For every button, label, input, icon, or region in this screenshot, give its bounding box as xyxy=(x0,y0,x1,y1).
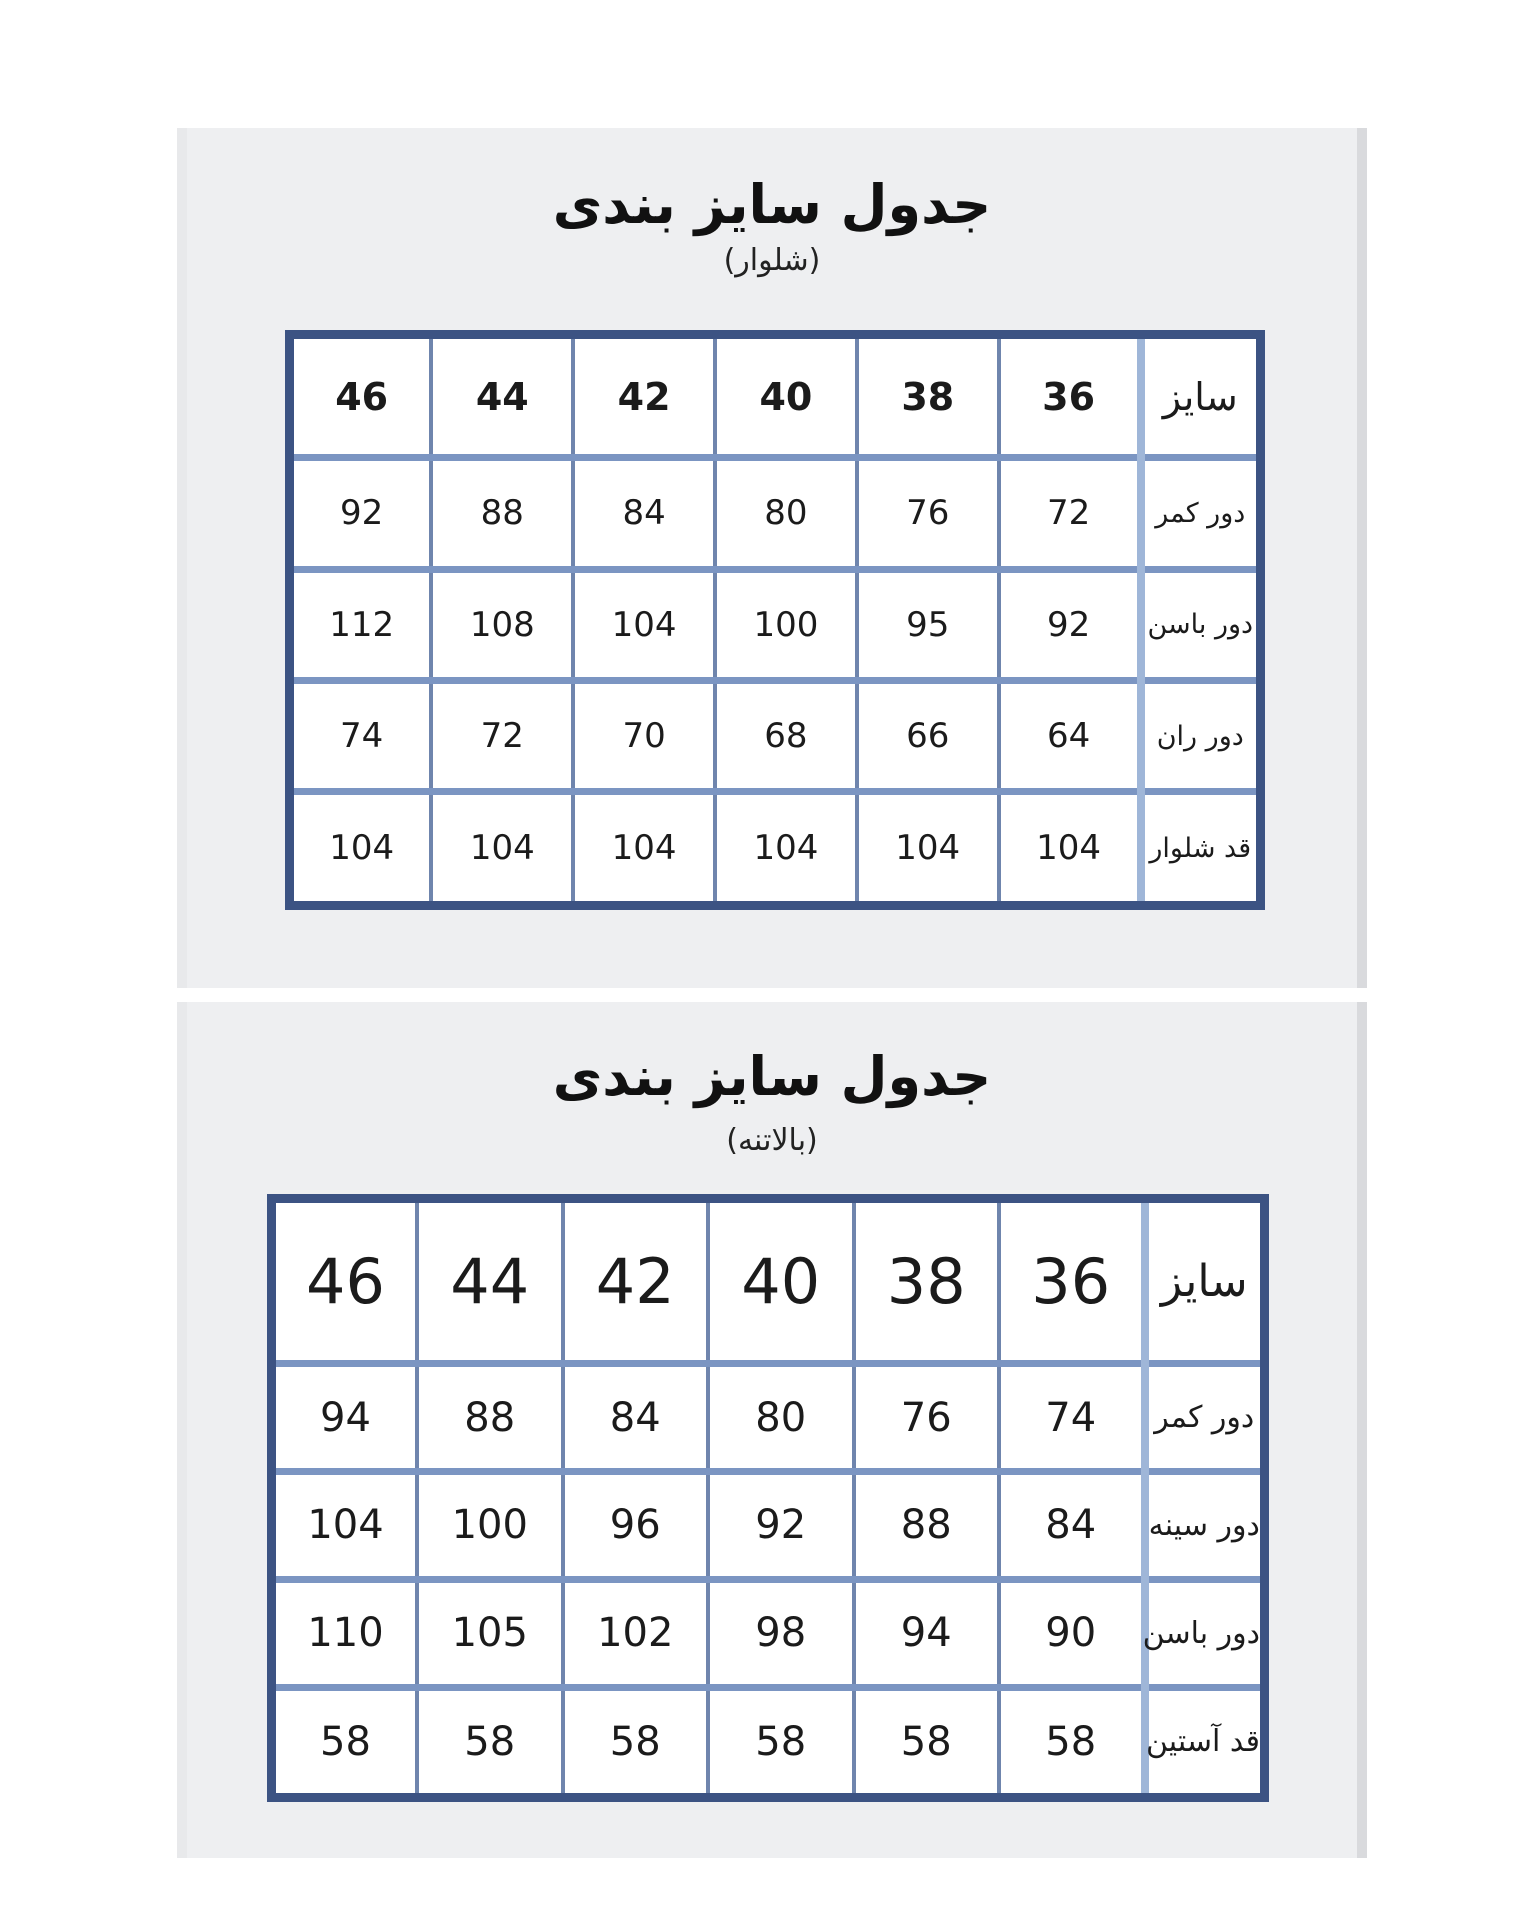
size-header-cell: 46 xyxy=(272,1199,418,1364)
table-cell: 58 xyxy=(999,1687,1145,1797)
table-cell: 104 xyxy=(999,792,1141,906)
size-header-cell: 40 xyxy=(708,1199,854,1364)
table-row xyxy=(272,1579,1265,1687)
chart-title: جدول سایز بندی xyxy=(552,173,992,236)
table-cell: 80 xyxy=(715,458,857,569)
size-header-cell: 44 xyxy=(417,1199,563,1364)
chart-subtitle: (شلوار) xyxy=(723,243,821,278)
measurement-label-cell: دور باسن xyxy=(1145,1579,1265,1687)
table-cell: 68 xyxy=(715,680,857,791)
table-cell: 84 xyxy=(573,458,715,569)
table-row xyxy=(290,335,1261,458)
table-cell: 108 xyxy=(431,569,573,680)
table-row xyxy=(272,1687,1265,1797)
size-header-cell: 38 xyxy=(857,335,999,458)
table-cell: 104 xyxy=(857,792,999,906)
table-cell: 70 xyxy=(573,680,715,791)
table-row xyxy=(272,1199,1265,1364)
table-cell: 74 xyxy=(290,680,432,791)
table-cell: 92 xyxy=(999,569,1141,680)
size-header-cell: 42 xyxy=(563,1199,709,1364)
chart-subtitle: (بالاتنه) xyxy=(726,1123,818,1158)
measurement-label-cell: دور کمر xyxy=(1141,458,1261,569)
table-cell: 94 xyxy=(272,1364,418,1472)
table-cell: 105 xyxy=(417,1579,563,1687)
table-cell: 104 xyxy=(272,1471,418,1579)
size-header-cell: 44 xyxy=(431,335,573,458)
table-cell: 94 xyxy=(854,1579,1000,1687)
table-cell: 74 xyxy=(999,1364,1145,1472)
table-cell: 102 xyxy=(563,1579,709,1687)
size-table-frame xyxy=(285,330,1265,910)
table-cell: 104 xyxy=(290,792,432,906)
pants-size-table xyxy=(285,330,1265,910)
table-cell: 110 xyxy=(272,1579,418,1687)
pants-size-chart-card xyxy=(177,128,1367,988)
measurement-label-cell: دور سینه xyxy=(1145,1471,1265,1579)
size-table-frame xyxy=(267,1194,1269,1802)
table-cell: 112 xyxy=(290,569,432,680)
table-cell: 66 xyxy=(857,680,999,791)
table-cell: 104 xyxy=(573,569,715,680)
table-cell: 84 xyxy=(563,1364,709,1472)
table-cell: 64 xyxy=(999,680,1141,791)
table-cell: 88 xyxy=(417,1364,563,1472)
table-cell: 76 xyxy=(857,458,999,569)
table-row xyxy=(290,792,1261,906)
size-header-cell: 38 xyxy=(854,1199,1000,1364)
table-row xyxy=(290,458,1261,569)
measurement-label-cell: دور کمر xyxy=(1145,1364,1265,1472)
table-cell: 58 xyxy=(708,1687,854,1797)
table-cell: 58 xyxy=(563,1687,709,1797)
table-cell: 92 xyxy=(708,1471,854,1579)
table-row xyxy=(272,1364,1265,1472)
table-cell: 58 xyxy=(417,1687,563,1797)
table-cell: 76 xyxy=(854,1364,1000,1472)
top-size-chart-card xyxy=(177,1002,1367,1858)
table-cell: 90 xyxy=(999,1579,1145,1687)
table-cell: 104 xyxy=(431,792,573,906)
measurement-label-cell: دور ران xyxy=(1141,680,1261,791)
table-cell: 96 xyxy=(563,1471,709,1579)
table-cell: 88 xyxy=(431,458,573,569)
size-header-cell: 46 xyxy=(290,335,432,458)
table-cell: 104 xyxy=(573,792,715,906)
size-header-cell: 36 xyxy=(999,335,1141,458)
table-cell: 88 xyxy=(854,1471,1000,1579)
table-cell: 84 xyxy=(999,1471,1145,1579)
top-size-table xyxy=(267,1194,1269,1802)
table-cell: 92 xyxy=(290,458,432,569)
table-cell: 98 xyxy=(708,1579,854,1687)
table-cell: 58 xyxy=(854,1687,1000,1797)
table-cell: 100 xyxy=(417,1471,563,1579)
table-cell: 72 xyxy=(431,680,573,791)
size-header-cell: 40 xyxy=(715,335,857,458)
size-header-cell: 36 xyxy=(999,1199,1145,1364)
table-row xyxy=(290,680,1261,791)
header-label-cell: سایز xyxy=(1145,1199,1265,1364)
measurement-label-cell: دور باسن xyxy=(1141,569,1261,680)
table-cell: 100 xyxy=(715,569,857,680)
table-cell: 104 xyxy=(715,792,857,906)
table-cell: 80 xyxy=(708,1364,854,1472)
table-cell: 95 xyxy=(857,569,999,680)
table-row xyxy=(272,1471,1265,1579)
measurement-label-cell: قد آستین xyxy=(1145,1687,1265,1797)
table-row xyxy=(290,569,1261,680)
chart-title: جدول سایز بندی xyxy=(552,1045,992,1108)
header-label-cell: سایز xyxy=(1141,335,1261,458)
table-cell: 72 xyxy=(999,458,1141,569)
size-header-cell: 42 xyxy=(573,335,715,458)
measurement-label-cell: قد شلوار xyxy=(1141,792,1261,906)
table-cell: 58 xyxy=(272,1687,418,1797)
